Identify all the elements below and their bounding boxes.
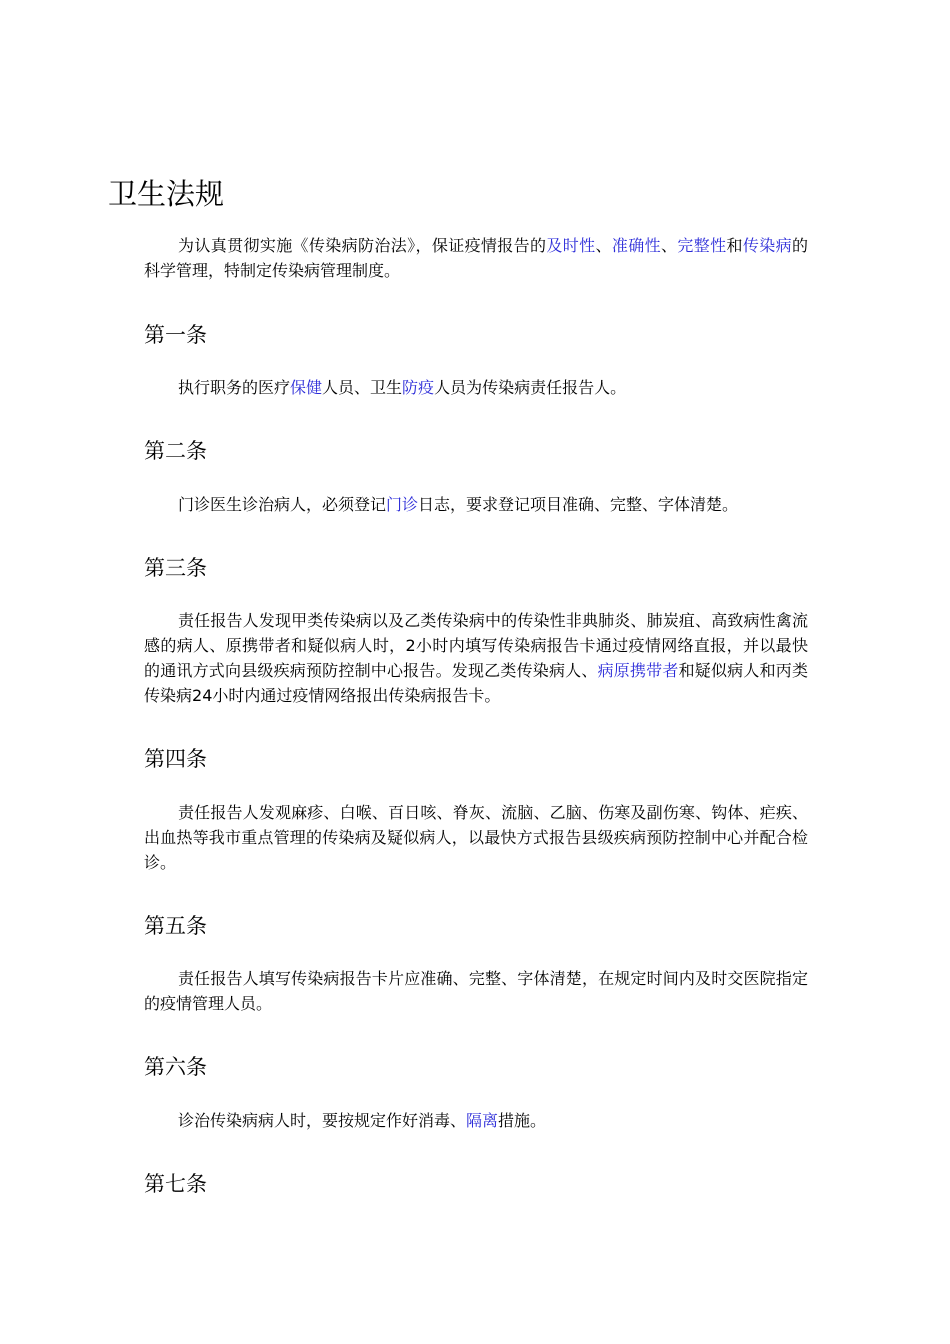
intro-text-1: 为认真贯彻实施《传染病防治法》，保证疫情报告的 xyxy=(178,236,547,255)
article-1-text-2: 人员、卫生 xyxy=(322,378,403,397)
link-isolation[interactable]: 隔离 xyxy=(466,1111,499,1130)
link-timeliness[interactable]: 及时性 xyxy=(546,236,596,255)
article-3-paragraph xyxy=(144,608,808,708)
article-3-text-4: 小时内通过疫情网络报出传染病报告卡。 xyxy=(212,686,501,705)
article-6-block xyxy=(144,1108,808,1133)
article-1-paragraph xyxy=(144,375,808,400)
article-5-heading: 第五条 xyxy=(144,914,207,938)
intro-sep-1: 、 xyxy=(595,236,612,255)
article-4-block xyxy=(144,800,808,875)
link-pathogen-carrier[interactable]: 病原携带者 xyxy=(597,661,679,680)
article-3-heading: 第三条 xyxy=(144,556,207,580)
article-5-paragraph: 责任报告人填写传染病报告卡片应准确、完整、字体清楚，在规定时间内及时交医院指定的疫情管理人员。 xyxy=(144,969,808,1013)
link-accuracy[interactable]: 准确性 xyxy=(611,236,661,255)
page-title: 卫生法规 xyxy=(108,177,225,211)
link-epidemic-prevention[interactable]: 防疫 xyxy=(402,378,435,397)
link-completeness[interactable]: 完整性 xyxy=(677,236,727,255)
link-outpatient[interactable]: 门诊 xyxy=(386,495,419,514)
article-2-block xyxy=(144,492,808,517)
article-2-paragraph xyxy=(144,492,808,517)
article-1-block xyxy=(144,375,808,400)
article-2-text-2: 日志，要求登记项目准确、完整、字体清楚。 xyxy=(418,495,739,514)
article-4-heading: 第四条 xyxy=(144,747,207,771)
article-1-heading: 第一条 xyxy=(144,323,207,347)
article-3-text-3: 和疑似病人和丙类传染病 xyxy=(144,661,808,705)
intro-sep-3: 和 xyxy=(726,236,743,255)
intro-sep-2: 、 xyxy=(660,236,678,255)
article-6-heading: 第六条 xyxy=(144,1055,207,1079)
article-4-paragraph: 责任报告人发观麻疹、白喉、百日咳、脊灰、流脑、乙脑、伤寒及副伤寒、钩体、疟疾、出血热等我市重点管理的传染病及疑似病人，以最快方式报告县级疾病预防控制中心并配合检诊。 xyxy=(144,803,808,872)
article-3-number-1: 2 xyxy=(405,636,416,655)
article-3-text-1: 责任报告人发现甲类传染病以及乙类传染病中的传染性非典肺炎、肺炭疽、高致病性禽流感的病人、原携带者和疑似病人时， xyxy=(144,611,808,655)
article-1-text-3: 人员为传染病责任报告人。 xyxy=(434,378,627,397)
link-health-care[interactable]: 保健 xyxy=(290,378,323,397)
link-infectious-disease[interactable]: 传染病 xyxy=(742,236,792,255)
article-6-text-2: 措施。 xyxy=(498,1111,547,1130)
article-3-number-2: 24 xyxy=(192,686,213,705)
article-3-block xyxy=(144,608,808,708)
article-2-heading: 第二条 xyxy=(144,439,207,463)
article-6-paragraph xyxy=(144,1108,808,1133)
article-1-text-1: 执行职务的医疗 xyxy=(178,378,291,397)
intro-text-2: 的科学管理，特制定传染病管理制度。 xyxy=(144,236,808,280)
article-7-heading: 第七条 xyxy=(144,1172,207,1196)
article-2-text-1: 门诊医生诊治病人，必须登记 xyxy=(178,495,387,514)
intro-paragraph xyxy=(144,233,808,283)
article-3-text-2: 小时内填写传染病报告卡通过疫情网络直报，并以最快的通讯方式向县级疾病预防控制中心报告。发现乙类传染病人、 xyxy=(144,636,808,680)
article-6-text-1: 诊治传染病病人时，要按规定作好消毒、 xyxy=(178,1111,467,1130)
article-5-block xyxy=(144,966,808,1016)
intro-block xyxy=(144,233,808,283)
